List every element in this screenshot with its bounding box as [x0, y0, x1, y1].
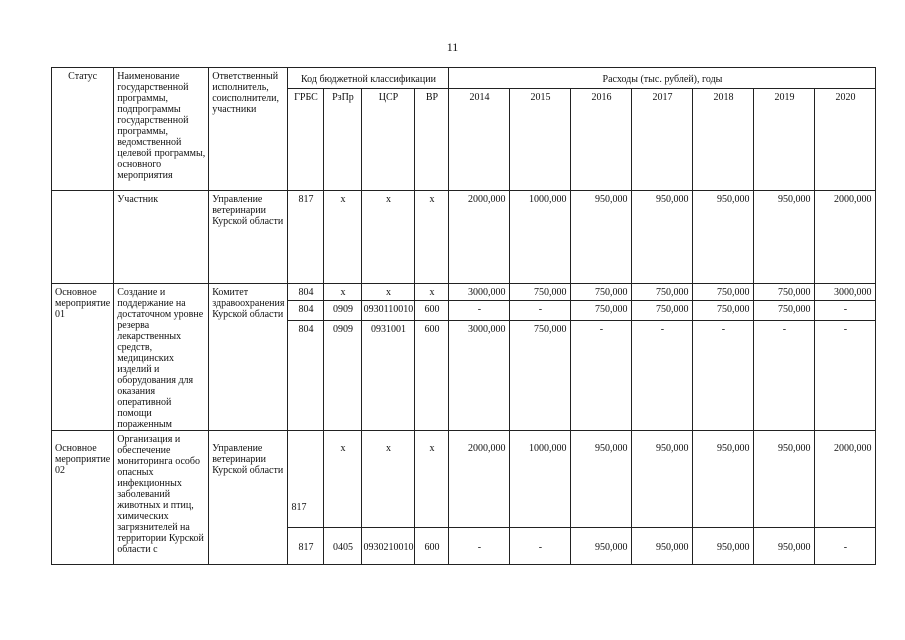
value-cell: 950,000	[632, 528, 693, 565]
header-expenses: Расходы (тыс. рублей), годы	[449, 68, 876, 89]
grbs-cell: 817	[288, 431, 324, 528]
value-cell: -	[815, 320, 876, 430]
csr-cell: 0930210010	[362, 528, 415, 565]
name-cell: Организация и обеспечение мониторинга особо опасных инфекционных заболеваний животных и птиц, химических загрязнителей на территории Курской области с	[114, 431, 209, 565]
csr-cell: 0931001	[362, 320, 415, 430]
status-cell	[52, 191, 114, 284]
vr-cell: 600	[415, 301, 449, 320]
value-cell: 750,000	[754, 284, 815, 301]
csr-cell: х	[362, 431, 415, 528]
value-cell: 750,000	[510, 284, 571, 301]
table-row-measure02-line1	[52, 431, 876, 528]
header-year: 2020	[815, 89, 876, 191]
csr-cell: х	[362, 191, 415, 284]
responsible-cell: Комитет здравоохранения Курской области	[209, 284, 288, 431]
grbs-cell: 804	[288, 284, 324, 301]
value-cell: 950,000	[754, 528, 815, 565]
header-vr: ВР	[415, 89, 449, 191]
header-budget-code: Код бюджетной классификации	[288, 68, 449, 89]
value-cell: 750,000	[754, 301, 815, 320]
grbs-cell: 804	[288, 301, 324, 320]
value-cell: 2000,000	[449, 431, 510, 528]
value-cell: 750,000	[693, 301, 754, 320]
value-cell: -	[632, 320, 693, 430]
csr-cell: х	[362, 284, 415, 301]
responsible-cell: Управление ветеринарии Курской области	[209, 431, 288, 565]
header-rzpr: РзПр	[324, 89, 362, 191]
name-cell: Участник	[114, 191, 209, 284]
value-cell: -	[815, 528, 876, 565]
value-cell: 950,000	[632, 191, 693, 284]
header-grbs: ГРБС	[288, 89, 324, 191]
value-cell: -	[510, 301, 571, 320]
value-cell: 950,000	[571, 431, 632, 528]
header-year: 2018	[693, 89, 754, 191]
value-cell: 750,000	[693, 284, 754, 301]
header-year: 2015	[510, 89, 571, 191]
value-cell: 3000,000	[449, 320, 510, 430]
value-cell: 3000,000	[449, 284, 510, 301]
value-cell: 750,000	[632, 284, 693, 301]
vr-cell: х	[415, 284, 449, 301]
value-cell: 3000,000	[815, 284, 876, 301]
value-cell: 950,000	[632, 431, 693, 528]
header-name: Наименование государственной программы, подпрограммы государственной программы, ведомственной целевой программы, основного мероприятия	[114, 68, 209, 191]
grbs-cell: 817	[288, 528, 324, 565]
status-cell: Основное мероприятие 02	[52, 431, 114, 565]
name-cell: Создание и поддержание на достаточном уровне резерва лекарственных средств, медицинских изделий и оборудования для оказания оперативной помощи пораженным	[114, 284, 209, 431]
value-cell: -	[754, 320, 815, 430]
value-cell: 950,000	[754, 191, 815, 284]
value-cell: 950,000	[693, 191, 754, 284]
vr-cell: х	[415, 191, 449, 284]
rzpr-cell: 0909	[324, 320, 362, 430]
table-row-measure01-line1	[52, 284, 876, 301]
status-cell: Основное мероприятие 01	[52, 284, 114, 431]
value-cell: 950,000	[754, 431, 815, 528]
value-cell: -	[510, 528, 571, 565]
rzpr-cell: х	[324, 284, 362, 301]
value-cell: 950,000	[693, 431, 754, 528]
rzpr-cell: х	[324, 431, 362, 528]
value-cell: 1000,000	[510, 191, 571, 284]
csr-cell: 0930110010	[362, 301, 415, 320]
value-cell: 2000,000	[815, 431, 876, 528]
grbs-cell: 817	[288, 191, 324, 284]
grbs-cell: 804	[288, 320, 324, 430]
value-cell: -	[571, 320, 632, 430]
header-year: 2014	[449, 89, 510, 191]
header-responsible: Ответственный исполнитель, соисполнители, участники	[209, 68, 288, 191]
header-csr: ЦСР	[362, 89, 415, 191]
header-year: 2017	[632, 89, 693, 191]
rzpr-cell: х	[324, 191, 362, 284]
value-cell: 750,000	[571, 301, 632, 320]
vr-cell: х	[415, 431, 449, 528]
value-cell: 2000,000	[449, 191, 510, 284]
rzpr-cell: 0909	[324, 301, 362, 320]
page-number: 11	[446, 40, 459, 54]
vr-cell: 600	[415, 320, 449, 430]
responsible-cell: Управление ветеринарии Курской области	[209, 191, 288, 284]
value-cell: 950,000	[571, 191, 632, 284]
value-cell: 750,000	[510, 320, 571, 430]
value-cell: -	[449, 301, 510, 320]
value-cell: -	[815, 301, 876, 320]
header-row-top	[52, 68, 876, 89]
table-row-participant	[52, 191, 876, 284]
value-cell: 950,000	[571, 528, 632, 565]
value-cell: 2000,000	[815, 191, 876, 284]
header-year: 2016	[571, 89, 632, 191]
vr-cell: 600	[415, 528, 449, 565]
value-cell: 750,000	[632, 301, 693, 320]
value-cell: 750,000	[571, 284, 632, 301]
value-cell: 1000,000	[510, 431, 571, 528]
rzpr-cell: 0405	[324, 528, 362, 565]
value-cell: -	[449, 528, 510, 565]
header-year: 2019	[754, 89, 815, 191]
value-cell: 950,000	[693, 528, 754, 565]
header-status: Статус	[52, 68, 114, 191]
budget-table	[51, 67, 876, 565]
value-cell: -	[693, 320, 754, 430]
